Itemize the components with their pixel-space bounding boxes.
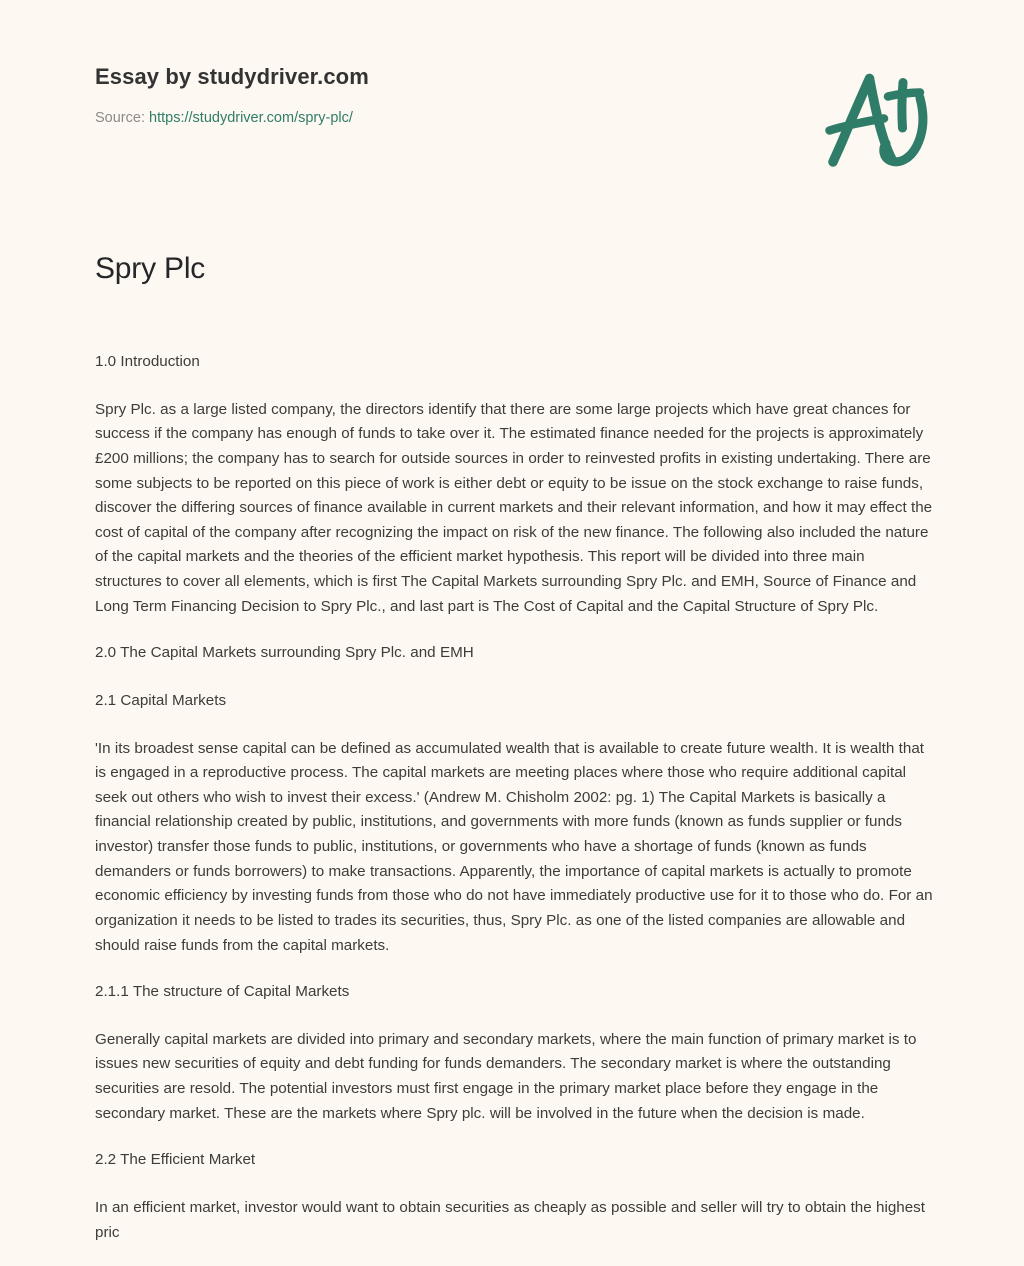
body-paragraph: Spry Plc. as a large listed company, the directors identify that there are some large projects which have great chances for success if the company has enough of funds to take over it. The estimated finance needed for the projects is approximately £200 millions; the company has to search for outside sources in order to reinvested profits in existing undertaking. There are some subjects to be reported on this piece of work is either debt or equity to be issue on the stock exchange to raise funds, discover the differing sources of finance available in current markets and their relevant information, and how it may effect the cost of capital of the company after recognizing the impact on risk of the new finance. The following also included the nature of the capital markets and the theories of the efficient market hypothesis. This report will be divided into three main structures to cover all elements, which is first The Capital Markets surrounding Spry Plc. and EMH, Source of Finance and Long Term Financing Decision to Spry Plc., and last part is The Cost of Capital and the Capital Structure of Spry Plc. xyxy=(95,400,933,615)
page-header xyxy=(0,0,1024,200)
source-url-link[interactable]: https://studydriver.com/spry-plc/ xyxy=(149,110,353,127)
body-paragraph: Generally capital markets are divided into primary and secondary markets, where the main function of primary market is to issues new securities of equity and debt funding for funds demanders. The secondary market is where the outstanding securities are resold. The potential investors must first engage in the primary market place before they engage in the secondary market. These are the markets where Spry plc. will be involved in the future when the decision is made. xyxy=(95,1030,917,1122)
brand-title: Essay by studydriver.com xyxy=(95,64,369,89)
section-heading: 2.1.1 The structure of Capital Markets xyxy=(95,983,350,1001)
article-body xyxy=(95,350,933,1245)
body-paragraph: 'In its broadest sense capital can be defined as accumulated wealth that is available to create future wealth. It is wealth that is engaged in a reproductive process. The capital markets are meeting places where those who require additional capital seek out others who wish to invest their excess.' (Andrew M. Chisholm 2002: pg. 1) The Capital Markets is basically a financial relationship created by public, institutions, and governments with more funds (known as funds supplier or funds investor) transfer those funds to public, institutions, or governments who have a shortage of funds (known as funds demanders or funds borrowers) to make transactions. Apparently, the importance of capital markets is actually to promote economic efficiency by investing funds from those who do not have immediately productive use for it to those who do. For an organization it needs to be listed to trades its securities, thus, Spry Plc. as one of the listed companies are allowable and should raise funds from the capital markets. xyxy=(95,739,933,954)
source-label: Source: xyxy=(95,110,145,127)
body-paragraph: In an efficient market, investor would want to obtain securities as cheaply as possible and seller will try to obtain the highest pric xyxy=(95,1198,925,1241)
a-plus-logo-icon xyxy=(814,68,936,172)
a-plus-logo[interactable] xyxy=(814,68,936,172)
brand-block xyxy=(95,64,735,128)
section-heading: 1.0 Introduction xyxy=(95,353,200,370)
section-heading: 2.0 The Capital Markets surrounding Spry Plc. and EMH xyxy=(95,644,474,662)
page-title: Spry Plc xyxy=(95,252,206,285)
section-heading: 2.2 The Efficient Market xyxy=(95,1151,256,1169)
source-line xyxy=(95,109,735,128)
section-heading: 2.1 Capital Markets xyxy=(95,691,227,709)
